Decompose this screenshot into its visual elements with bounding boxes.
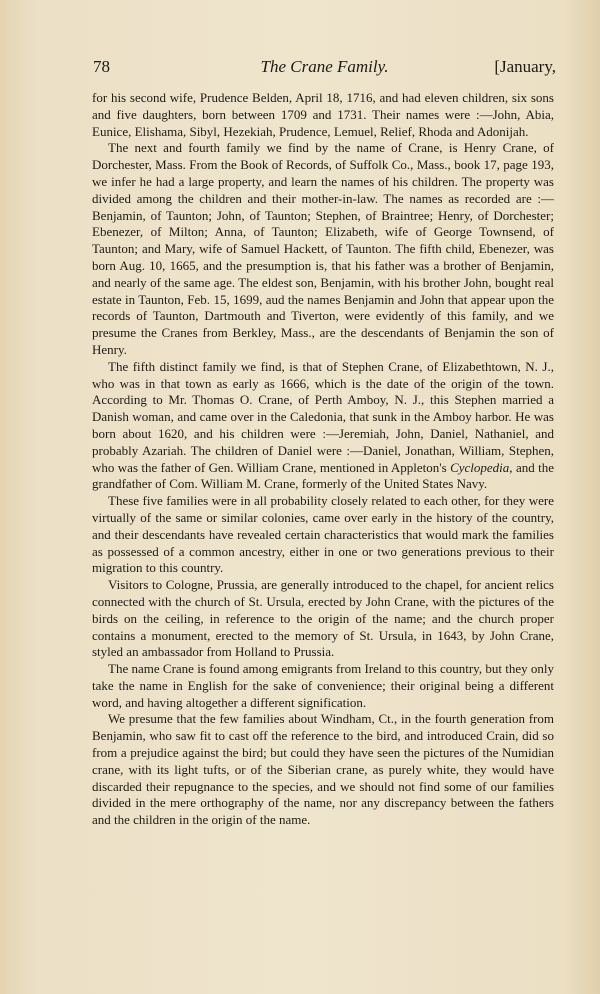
page-header [93, 57, 556, 79]
paragraph-4: These five families were in all probability closely related to each other, for they were virtually of the same or similar colonies, came over early in the history of the country, and their descendants have revealed certain characteristics that would mark the families as possessed of a common ancestry, either in one or two generations previous to their migration to this country. [92, 493, 554, 576]
paragraph-3-text: The fifth distinct family we find, is that of Stephen Crane, of Elizabethtown, N. J., who was in that town as early as 1666, which is the date of the origin of the town. According to Mr. Thomas O. Crane, of Perth Amboy, N. J., this Stephen married a Danish woman, and came over in the Caledonia, that sunk in the Amboy harbor. He was born about 1620, and his children were :—Jeremiah, John, Daniel, Nathaniel, and probably Azariah. The children of Daniel were :—Daniel, Jonathan, William, Stephen, who was the father of Gen. William Crane, mentioned in Appleton's [92, 358, 554, 475]
paragraph-2: The next and fourth family we find by the name of Crane, is Henry Crane, of Dorchester, Mass. From the Book of Records, of Suffolk Co., Mass., book 17, page 193, we infer he had a large property, and learn the names of his children. The property was divided among the children and their mother-in-law. The names as recorded are :—Benjamin, of Taunton; John, of Taunton; Stephen, of Braintree; Henry, of Dorchester; Ebenezer, of Milton; Anna, of Taunton; Elizabeth, wife of George Townsend, of Taunton; and Mary, wife of Samuel Hackett, of Taunton. The fifth child, Ebenezer, was born Aug. 10, 1665, and the presumption is, that his father was a brother of Benjamin, and nearly of the same age. The eldest son, Benjamin, with his brother John, bought real estate in Taunton, Feb. 15, 1699, aud the names Benjamin and John that appear upon the records of Taunton, Dartmouth and Tiverton, were evidently of this family, and we presume the Cranes from Berkley, Mass., are the descendants of Benjamin the son of Henry. [92, 140, 554, 357]
paragraph-3-text-end: , and the grandfather of Com. William M. Crane, formerly of the United States Navy. [92, 459, 554, 492]
paragraph-7: We presume that the few families about Windham, Ct., in the fourth generation from Benjamin, who saw fit to cast off the reference to the bird, and introduced Crain, did so from a prejudice against the bird; but could they have seen the pictures of the Numidian crane, with its light tufts, or of the Siberian crane, as purely white, they would have discarded their repugnance to the species, and we should not find some of our families divided in the mere orthography of the name, nor any discrepancy between the fathers and the children in the origin of the name. [92, 711, 554, 828]
cyclopedia-title: Cyclopedia [450, 459, 510, 475]
paragraph-3 [92, 359, 554, 493]
running-month: [January, [494, 57, 556, 76]
paragraph-1: for his second wife, Prudence Belden, April 18, 1716, and had eleven children, six sons and five daughters, born between 1709 and 1731. Their names were :—John, Abia, Eunice, Elishama, Sibyl, Hezekiah, Prudence, Lemuel, Relief, Rhoda and Adonijah. [92, 90, 554, 139]
running-title: The Crane Family. [260, 57, 389, 76]
page-number: 78 [93, 57, 110, 76]
paragraph-6: The name Crane is found among emigrants from Ireland to this country, but they only take the name in English for the sake of convenience; their original being a different word, and having altogether a different signification. [92, 661, 554, 710]
page-body [92, 90, 554, 829]
paragraph-5: Visitors to Cologne, Prussia, are generally introduced to the chapel, for ancient relics connected with the church of St. Ursula, erected by John Crane, with the pictures of the birds on the ceiling, in reference to the origin of the name; and the church proper contains a monument, erected to the memory of St. Ursula, in 1643, by John Crane, styled an ambassador from Holland to Prussia. [92, 577, 554, 660]
